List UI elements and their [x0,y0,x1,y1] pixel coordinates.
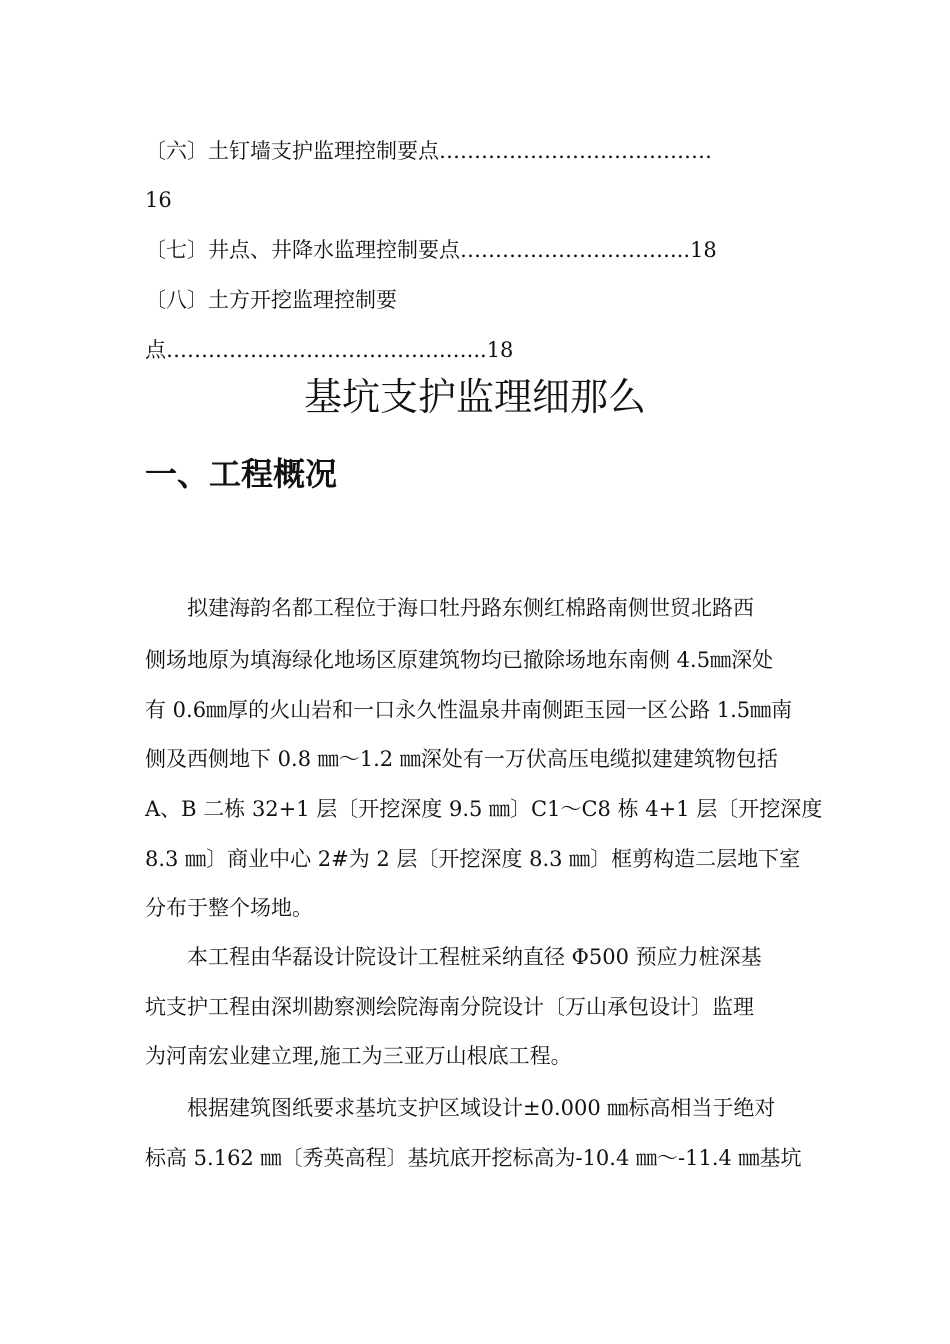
paragraph-1-line: 拟建海韵名都工程位于海口牡丹路东侧红棉路南侧世贸北路西 [145,596,754,620]
paragraph-1-line: 8.3 ㎜〕商业中心 2#为 2 层〔开挖深度 8.3 ㎜〕框剪构造二层地下室 [145,847,801,871]
paragraph-1-line: 侧场地原为填海绿化地场区原建筑物均已撤除场地东南侧 4.5㎜深处 [145,648,774,672]
paragraph-1-line: 侧及西侧地下 0.8 ㎜～1.2 ㎜深处有一万伏高压电缆拟建建筑物包括 [145,747,778,771]
paragraph-3-line: 标高 5.162 ㎜〔秀英高程〕基坑底开挖标高为-10.4 ㎜～-11.4 ㎜基坑 [145,1146,802,1170]
paragraph-2-line: 本工程由华磊设计院设计工程桩采纳直径 Φ500 预应力桩深基 [145,945,762,969]
paragraph-1-line: 分布于整个场地。 [145,896,313,920]
paragraph-2-line: 坑支护工程由深圳勘察测绘院海南分院设计〔万山承包设计〕监理 [145,995,754,1019]
toc-item-7: 〔七〕井点、井降水监理控制要点…………………………...18 [145,238,717,262]
paragraph-1-line: 有 0.6㎜厚的火山岩和一口永久性温泉井南侧距玉园一区公路 1.5㎜南 [145,698,793,722]
section-heading: 一、工程概况 [145,455,338,493]
toc-item-8: 〔八〕土方开挖监理控制要 [145,288,397,312]
toc-item-6: 〔六〕土钉墙支护监理控制要点………………………………… [145,139,712,163]
toc-item-8-cont: 点………………………………….…...18 [145,338,514,362]
paragraph-1-line: A、B 二栋 32+1 层〔开挖深度 9.5 ㎜〕C1～C8 栋 4+1 层〔开挖深度 [145,797,823,821]
paragraph-3-line: 根据建筑图纸要求基坑支护区域设计±0.000 ㎜标高相当于绝对 [145,1096,776,1120]
document-title: 基坑支护监理细那么 [303,375,646,419]
toc-item-6-page: 16 [145,188,172,212]
paragraph-2-line: 为河南宏业建立理,施工为三亚万山根底工程。 [145,1044,572,1068]
